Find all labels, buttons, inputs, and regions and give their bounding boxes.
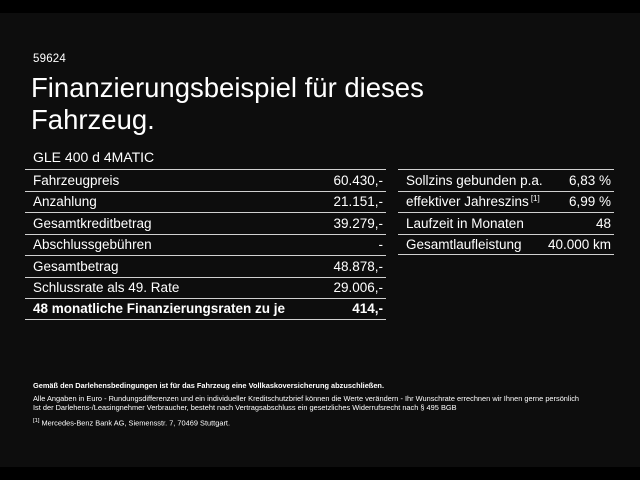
insurance-note: Gemäß den Darlehensbedingungen ist für das Fahrzeug eine Vollkaskoversicherung abzuschließen.: [33, 381, 385, 390]
condition-row: [398, 169, 614, 191]
finance-row-label: Anzahlung: [33, 194, 97, 210]
condition-row-label: Sollzins gebunden p.a.: [406, 172, 543, 188]
condition-row-value: 6,99 %: [568, 194, 611, 210]
finance-row: [25, 255, 386, 277]
finance-row: [25, 277, 386, 299]
finance-row: [25, 234, 386, 256]
finance-row-label: 48 monatliche Finanzierungsraten zu je: [33, 301, 286, 317]
condition-row-value: 48: [595, 215, 611, 231]
footnote-ref-marker: [1]: [530, 193, 540, 203]
finance-table: [25, 169, 386, 320]
finance-row-monthly-rate: [25, 298, 386, 320]
condition-row: [398, 234, 614, 256]
finance-row-label: Gesamtbetrag: [33, 258, 119, 274]
finance-row-label: Schlussrate als 49. Rate: [33, 280, 180, 296]
finance-row-label: Abschlussgebühren: [33, 237, 152, 253]
conditions-table: [398, 169, 614, 255]
bank-footnote: [33, 417, 618, 428]
finance-row-value: 29.006,-: [333, 280, 383, 296]
finance-row-value: 60.430,-: [333, 172, 383, 188]
condition-row-label: Gesamtlaufleistung: [406, 236, 522, 252]
condition-row-label: Laufzeit in Monaten: [406, 215, 524, 231]
finance-row-value: 414,-: [352, 301, 383, 317]
footnote-marker: [1]: [33, 418, 40, 425]
disclaimer-line: Ist der Darlehens-/Leasingnehmer Verbraucher, besteht nach Vertragsabschluss ein gesetzliches Widerrufsrecht nach § 495 BGB: [33, 403, 457, 413]
letterbox-bottom: [0, 467, 640, 480]
finance-row-value: -: [378, 237, 383, 253]
finance-row: [25, 212, 386, 234]
legal-footer: [33, 381, 618, 428]
vehicle-model: GLE 400 d 4MATIC: [33, 149, 155, 165]
condition-row-label: [406, 194, 540, 209]
ref-number: 59624: [33, 53, 66, 65]
bank-footnote-text: Mercedes-Benz Bank AG, Siemensstr. 7, 70469 Stuttgart.: [41, 418, 231, 428]
letterbox-top: [0, 0, 640, 13]
finance-row-value: 39.279,-: [333, 215, 383, 231]
finance-row-label: Fahrzeugpreis: [33, 172, 120, 188]
finance-row: [25, 169, 386, 191]
finance-row-label: Gesamtkreditbetrag: [33, 215, 152, 231]
finance-row-value: 21.151,-: [333, 194, 383, 210]
condition-row: [398, 191, 614, 213]
condition-row-value: 6,83 %: [568, 172, 611, 188]
condition-row-label-text: effektiver Jahreszins: [406, 194, 529, 210]
finance-row-value: 48.878,-: [333, 258, 383, 274]
content-area: [0, 13, 640, 467]
disclaimer-line: Alle Angaben in Euro - Rundungsdifferenzen und ein individueller Kreditschutzbrief können die Werte verändern - Ihr Wunschrate errechnen wir Ihnen gerne persönlich: [33, 393, 580, 403]
finance-row: [25, 191, 386, 213]
condition-row-value: 40.000 km: [547, 236, 611, 252]
page-title: Finanzierungsbeispiel für dieses Fahrzeug.: [31, 72, 424, 135]
condition-row: [398, 212, 614, 234]
